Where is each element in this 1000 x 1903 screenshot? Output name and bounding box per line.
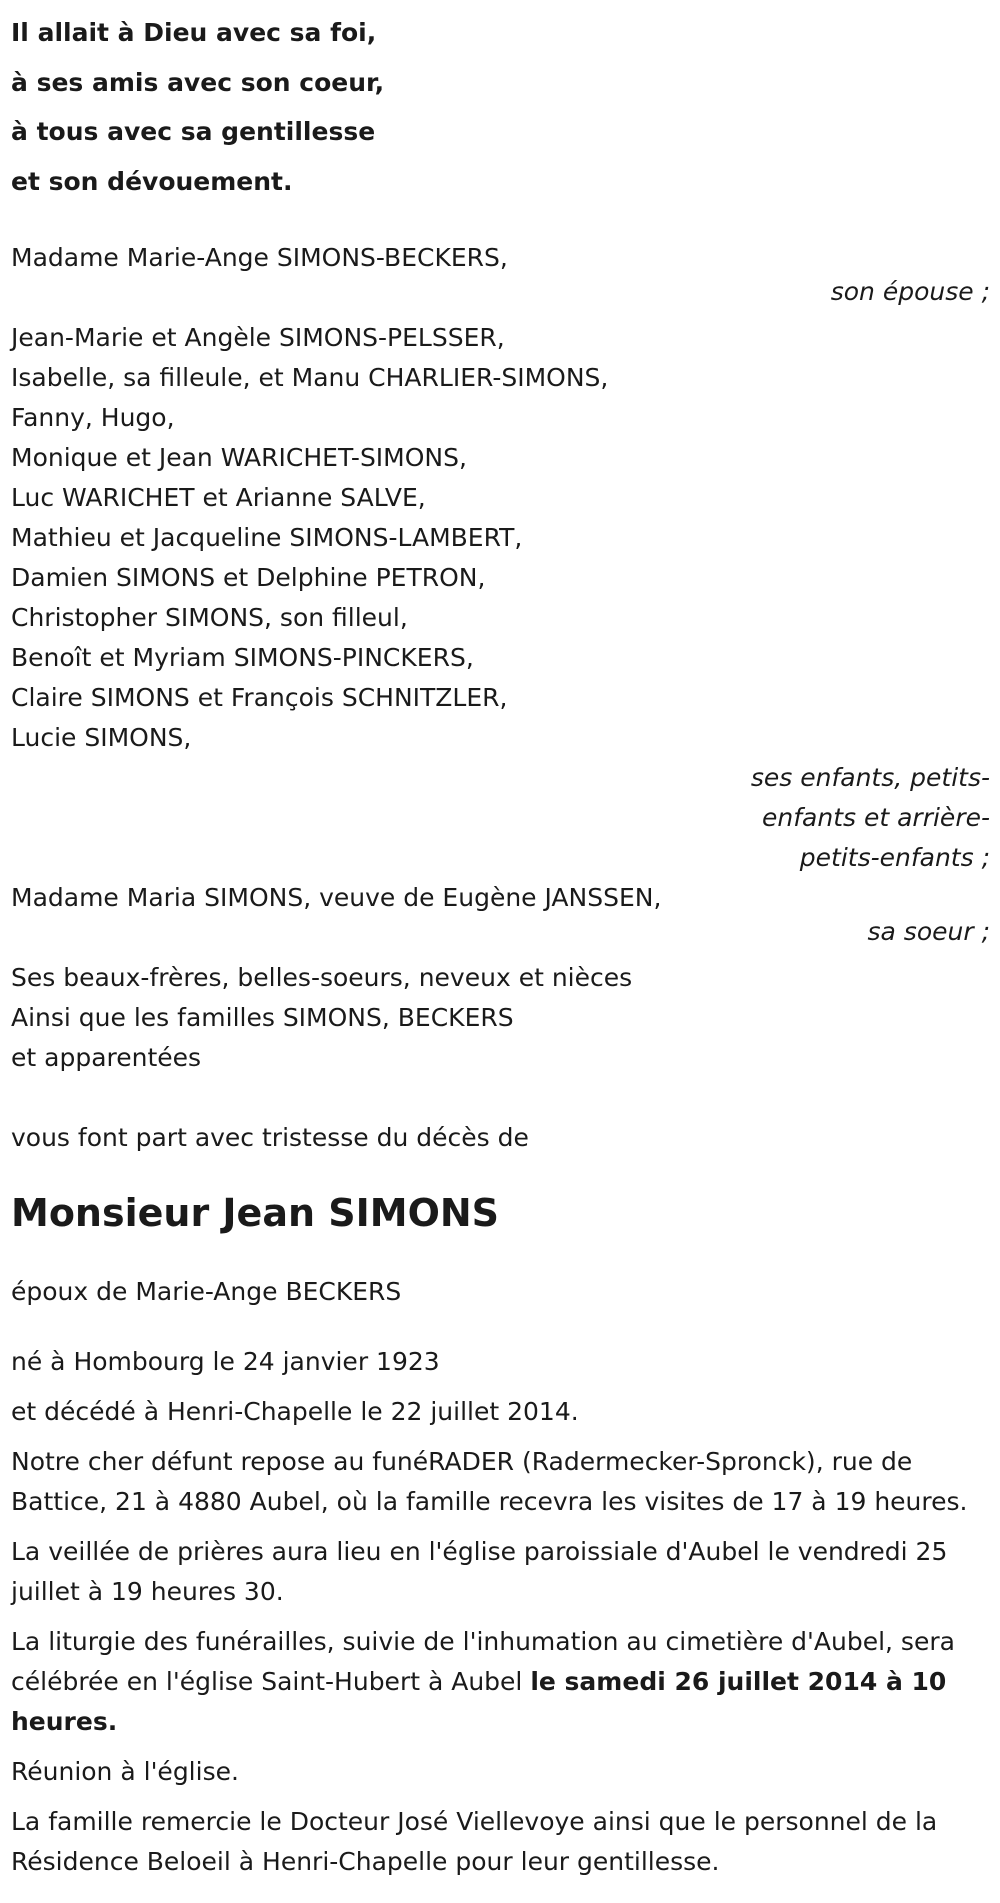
children-role-line: enfants et arrière- (762, 803, 990, 832)
sister-name: Madame Maria SIMONS, veuve de Eugène JANSSEN, (11, 883, 662, 912)
other-relatives-line: et apparentées (11, 1043, 202, 1072)
child-name: Jean-Marie et Angèle SIMONS-PELSSER, (11, 323, 505, 352)
epigraph-line: et son dévouement. (11, 166, 293, 196)
death-info: et décédé à Henri-Chapelle le 22 juillet 2014. (11, 1397, 579, 1426)
spouse-role: son épouse ; (830, 277, 990, 306)
child-name: Luc WARICHET et Arianne SALVE, (11, 483, 426, 512)
other-relatives-line: Ainsi que les familles SIMONS, BECKERS (11, 1003, 514, 1032)
epigraph-line: Il allait à Dieu avec sa foi, (11, 18, 377, 47)
child-name: Monique et Jean WARICHET-SIMONS, (11, 443, 467, 472)
child-name: Lucie SIMONS, (11, 723, 192, 752)
birth-info: né à Hombourg le 24 janvier 1923 (11, 1347, 440, 1376)
sister-entry (11, 878, 991, 952)
spacer (11, 1078, 991, 1118)
vigil-info: La veillée de prières aura lieu en l'église paroissiale d'Aubel le vendredi 25 juillet à 19 heures 30. (11, 1537, 948, 1606)
funeral-info (11, 1622, 991, 1742)
child-name: Damien SIMONS et Delphine PETRON, (11, 563, 486, 592)
thanks-info: La famille remercie le Docteur José Viellevoye ainsi que le personnel de la Résidence Beloeil à Henri-Chapelle pour leur gentillesse. (11, 1807, 938, 1876)
meeting-info: Réunion à l'église. (11, 1757, 239, 1786)
spouse-entry (11, 238, 991, 312)
obituary-content (11, 8, 991, 1892)
funeral-date: le samedi 26 juillet 2014 à 10 heures. (11, 1667, 947, 1736)
spouse-of: époux de Marie-Ange BECKERS (11, 1277, 402, 1306)
deceased-name: Monsieur Jean SIMONS (11, 1191, 500, 1235)
other-relatives-line: Ses beaux-frères, belles-soeurs, neveux et nièces (11, 963, 633, 992)
funeral-text: La liturgie des funérailles, suivie de l'inhumation au cimetière d'Aubel, sera célébrée en l'église Saint-Hubert à Aubel (11, 1627, 955, 1696)
child-name: Fanny, Hugo, (11, 403, 175, 432)
child-name: Mathieu et Jacqueline SIMONS-LAMBERT, (11, 523, 523, 552)
child-name: Christopher SIMONS, son filleul, (11, 603, 408, 632)
epigraph-line: à ses amis avec son coeur, (11, 67, 385, 97)
spouse-name: Madame Marie-Ange SIMONS-BECKERS, (11, 243, 508, 272)
child-name: Claire SIMONS et François SCHNITZLER, (11, 683, 508, 712)
announcement: vous font part avec tristesse du décès de (11, 1123, 529, 1152)
child-name: Benoît et Myriam SIMONS-PINCKERS, (11, 643, 474, 672)
children-entry (11, 318, 991, 878)
child-name: Isabelle, sa filleule, et Manu CHARLIER-SIMONS, (11, 363, 609, 392)
children-role (11, 758, 991, 878)
children-names (11, 318, 991, 758)
sister-role: sa soeur ; (867, 917, 990, 946)
epigraph-line: à tous avec sa gentillesse (11, 117, 376, 146)
repose-info: Notre cher défunt repose au funéRADER (Radermecker-Spronck), rue de Battice, 21 à 4880 Aubel, où la famille recevra les visites de 17 à 19 heures. (11, 1447, 968, 1516)
other-relatives (11, 958, 991, 1078)
children-role-line: petits-enfants ; (799, 843, 990, 872)
spacer (11, 1322, 991, 1342)
epigraph (11, 8, 991, 206)
children-role-line: ses enfants, petits- (750, 763, 990, 792)
